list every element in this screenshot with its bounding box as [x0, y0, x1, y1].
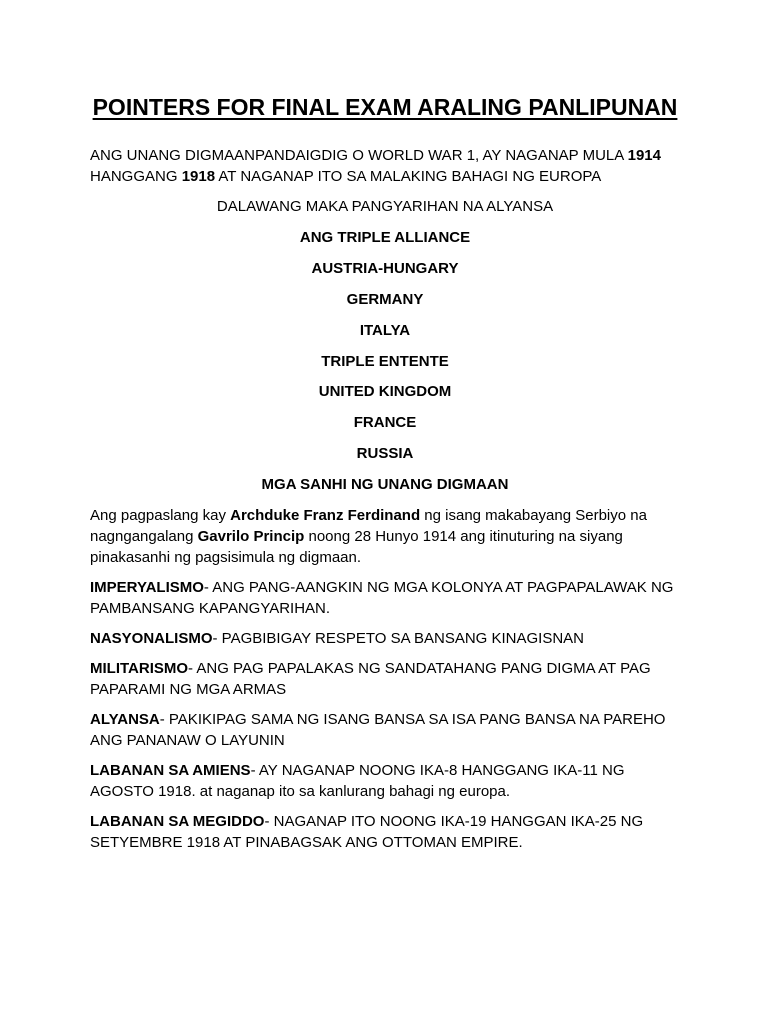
term-definition: - NAGANAP ITO NOONG IKA-19 HANGGAN IKA-25 NG SETYEMBRE 1918 AT PINABAGSAK ANG OTTOMAN EMPIRE. — [90, 813, 644, 852]
list-item: RUSSIA — [356, 445, 414, 463]
term-label: ALYANSA — [90, 711, 160, 729]
list-item: ANG TRIPLE ALLIANCE — [299, 229, 471, 246]
alliances-heading: DALAWANG MAKA PANGYARIHAN NA ALYANSA — [216, 198, 554, 215]
term-label: LABANAN SA AMIENS — [90, 762, 251, 780]
term-definition: - ANG PAG PAPALAKAS NG SANDATAHANG PANG DIGMA AT PAG PAPARAMI NG MGA ARMAS — [90, 660, 651, 699]
term-paragraph — [90, 658, 680, 700]
intro-text-2: HANGGANG — [90, 168, 182, 185]
list-item: UNITED KINGDOM — [318, 383, 452, 401]
cause-text-1: Ang pagpaslang kay — [90, 507, 231, 525]
term-definition: - PAGBIBIGAY RESPETO SA BANSANG KINAGISNAN — [212, 630, 585, 648]
term-definition: - ANG PANG-AANGKIN NG MGA KOLONYA AT PAGPAPALAWAK NG PAMBANSANG KAPANGYARIHAN. — [90, 579, 674, 618]
term-paragraph — [90, 628, 680, 649]
intro-text-1: ANG UNANG DIGMAANPANDAIGDIG O WORLD WAR 1, AY NAGANAP MULA — [90, 147, 628, 164]
term-label: LABANAN SA MEGIDDO — [90, 813, 265, 831]
cause-name-1: Archduke Franz Ferdinand — [230, 507, 421, 525]
section-heading: MGA SANHI NG UNANG DIGMAAN — [261, 476, 509, 494]
term-paragraph — [90, 760, 680, 802]
list-item: GERMANY — [346, 290, 424, 308]
intro-text-3: AT NAGANAP ITO SA MALAKING BAHAGI NG EUROPA — [215, 168, 602, 185]
document-page — [90, 92, 680, 862]
list-item: TRIPLE ENTENTE — [321, 352, 449, 370]
page-title: POINTERS FOR FINAL EXAM ARALING PANLIPUNAN — [92, 94, 678, 120]
intro-paragraph — [90, 145, 680, 187]
term-label: MILITARISMO — [90, 660, 189, 678]
term-paragraph — [90, 577, 680, 619]
term-definition: - PAKIKIPAG SAMA NG ISANG BANSA SA ISA PANG BANSA NA PAREHO ANG PANANAW O LAYUNIN — [90, 711, 666, 750]
term-definition: - AY NAGANAP NOONG IKA-8 HANGGANG IKA-11 NG AGOSTO 1918. at naganap ito sa kanlurang bahagi ng europa. — [90, 762, 625, 801]
list-item: FRANCE — [353, 414, 417, 432]
cause-text-3: noong 28 Hunyo 1914 ang itinuturing na siyang pinakasanhi ng pagsisimula ng digmaan. — [90, 528, 623, 567]
cause-paragraph — [90, 505, 680, 568]
cause-name-2: Gavrilo Princip — [197, 528, 305, 546]
term-paragraph — [90, 811, 680, 853]
intro-year-start: 1914 — [627, 147, 661, 164]
term-paragraph — [90, 709, 680, 751]
term-label: IMPERYALISMO — [90, 579, 204, 597]
intro-year-end: 1918 — [181, 168, 216, 185]
term-label: NASYONALISMO — [90, 630, 213, 648]
alliance-list — [90, 227, 680, 495]
cause-text-2: ng isang makabayang Serbiyo na nagngangalang — [90, 507, 647, 546]
list-item: AUSTRIA-HUNGARY — [311, 259, 459, 277]
list-item: ITALYA — [359, 321, 411, 339]
